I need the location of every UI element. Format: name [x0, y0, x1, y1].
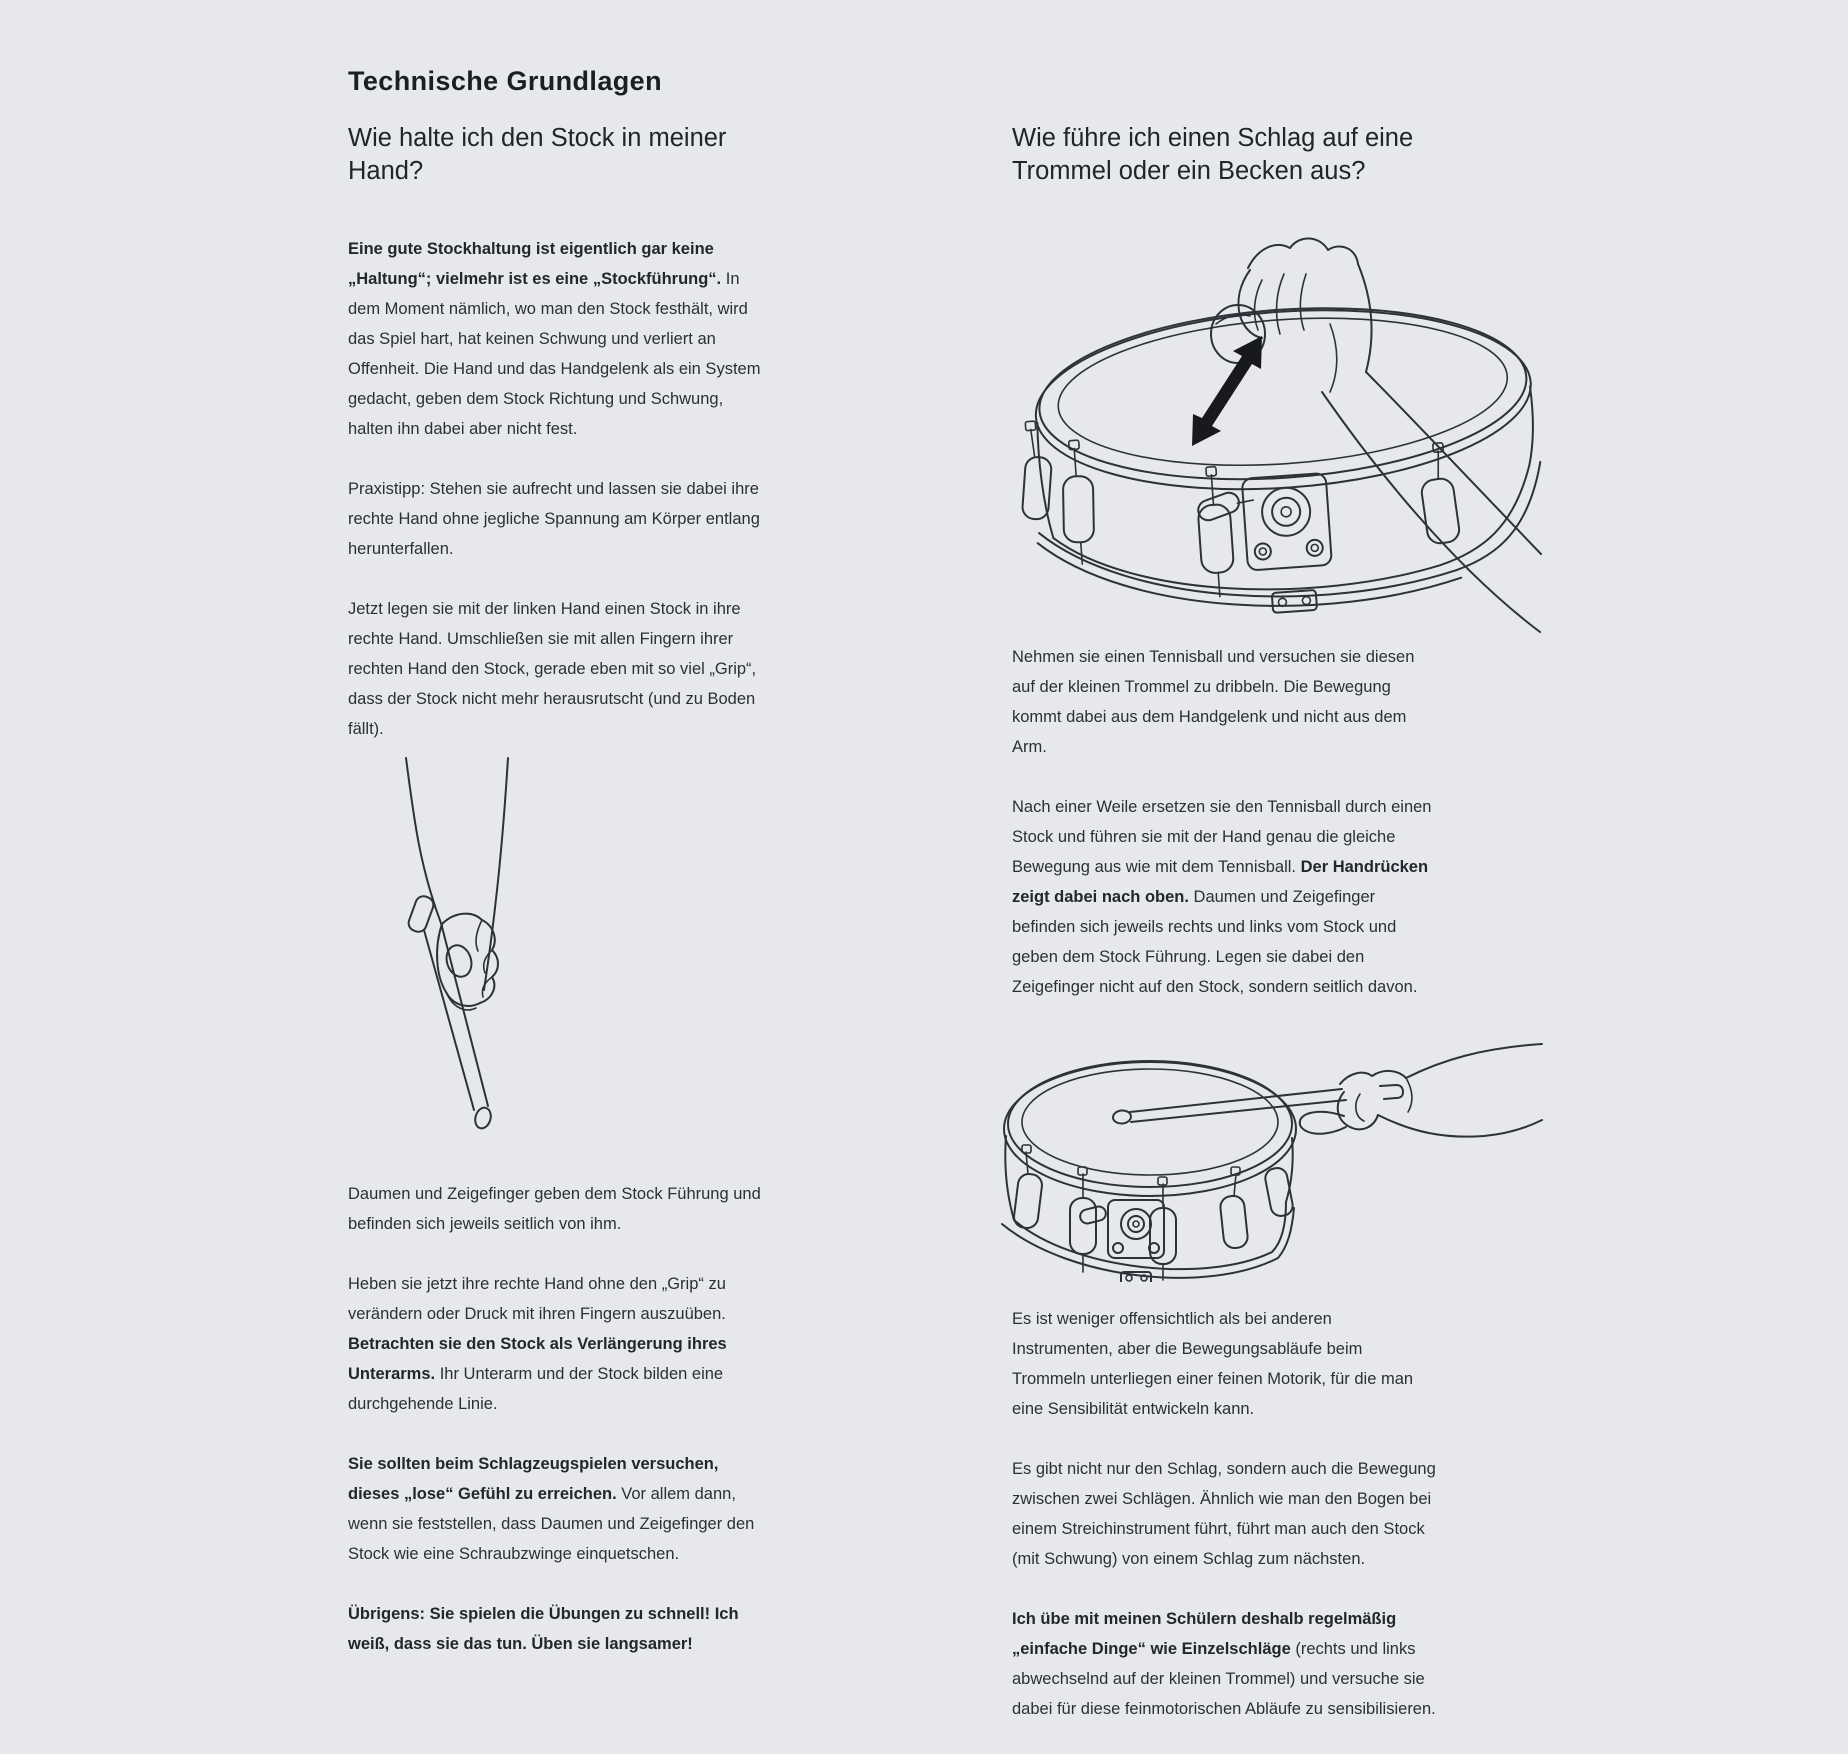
paragraph-feine-motorik: Es ist weniger offensichtlich als bei anderen Instrumenten, aber die Bewegungsabläufe beim Trommeln unterliegen einer feinen Motorik, für die man eine Sensibilität entwickeln kann. — [1012, 1310, 1414, 1418]
paragraph-uebrigens: Übrigens: Sie spielen die Übungen zu schnell! Ich weiß, dass sie das tun. Üben sie langsamer! — [348, 1605, 739, 1653]
hand-drumstick-line-art-icon — [362, 756, 562, 1166]
hand-holding-drumstick-illustration — [348, 774, 772, 1154]
paragraph-einzelschlaege: Ich übe mit meinen Schülern deshalb regelmäßig „einfache Dinge“ wie Einzelschläge (rechts und links abwechselnd auf der kleinen Trommel) und versuche sie dabei für diese feinmotorischen Abläufe zu sensibilisieren. — [1012, 1610, 1436, 1718]
paragraph-lose-gefuehl: Sie sollten beim Schlagzeugspielen versuchen, dieses „lose“ Gefühl zu erreichen. Vor allem dann, wenn sie feststellen, dass Daumen und Zeigefinger den Stock wie eine Schraubzwinge einquetschen. — [348, 1455, 755, 1563]
paragraph-nach-einer-weile: Nach einer Weile ersetzen sie den Tennisball durch einen Stock und führen sie mit der Hand genau die gleiche Bewegung aus wie mit dem Tennisball. Der Handrücken zeigt dabei nach oben. Daumen und Zeigefinger befinden sich jeweils rechts und links vom Stock und geben dem Stock Führung. Legen sie dabei den Zeigefinger nicht auf den Stock, sondern seitlich davon. — [1012, 798, 1432, 996]
snare-drum-dribble-illustration — [1012, 234, 1436, 634]
paragraph-daumen-zeigefinger: Daumen und Zeigefinger geben dem Stock Führung und befinden sich jeweils seitlich von ihm. — [348, 1185, 761, 1233]
paragraph-stockhaltung: Eine gute Stockhaltung ist eigentlich gar keine „Haltung“; vielmehr ist es eine „Stockführung“. In dem Moment nämlich, wo man den Stock festhält, wird das Spiel hart, hat keinen Schwung und verliert an Offenheit. Die Hand und das Handgelenk als ein System gedacht, geben dem Stock Richtung und Schwung, halten ihn dabei aber nicht fest. — [348, 240, 761, 438]
snare-drum-drumstick-line-art-icon — [1000, 1032, 1545, 1282]
paragraph-bewegung-zwischen: Es gibt nicht nur den Schlag, sondern auch die Bewegung zwischen zwei Schlägen. Ähnlich wie man den Bogen bei einem Streichinstrument führt, führt man auch den Stock (mit Schwung) von einem Schlag zum nächsten. — [1012, 1460, 1436, 1568]
bounce-arrow-icon — [1192, 336, 1262, 446]
right-section-heading: Wie führe ich einen Schlag auf eine Trommel oder ein Becken aus? — [1012, 124, 1414, 185]
snare-drum-stick-illustration — [1012, 1032, 1436, 1282]
page-title: Technische Grundlagen — [348, 66, 662, 96]
paragraph-praxistipp: Praxistipp: Stehen sie aufrecht und lassen sie dabei ihre rechte Hand ohne jegliche Spannung am Körper entlang herunterfallen. — [348, 480, 760, 558]
paragraph-jetzt-legen: Jetzt legen sie mit der linken Hand einen Stock in ihre rechte Hand. Umschließen sie mit allen Fingern ihrer rechten Hand den Stock, gerade eben mit so viel „Grip“, dass der Stock nicht mehr herausrutscht (und zu Boden fällt). — [348, 600, 757, 738]
left-column — [348, 122, 772, 1689]
paragraph-tennisball: Nehmen sie einen Tennisball und versuchen sie diesen auf der kleinen Trommel zu dribbeln. Die Bewegung kommt dabei aus dem Handgelenk und nicht aus dem Arm. — [1012, 648, 1415, 756]
snare-drum-hand-ball-line-art-icon — [1000, 234, 1545, 634]
paragraph-heben-sie: Heben sie jetzt ihre rechte Hand ohne den „Grip“ zu verändern oder Druck mit ihren Fingern auszuüben. Betrachten sie den Stock als Verlängerung ihres Unterarms. Ihr Unterarm und der Stock bilden eine durchgehende Linie. — [348, 1275, 727, 1413]
left-section-heading: Wie halte ich den Stock in meiner Hand? — [348, 124, 727, 185]
right-column — [1012, 122, 1436, 1754]
